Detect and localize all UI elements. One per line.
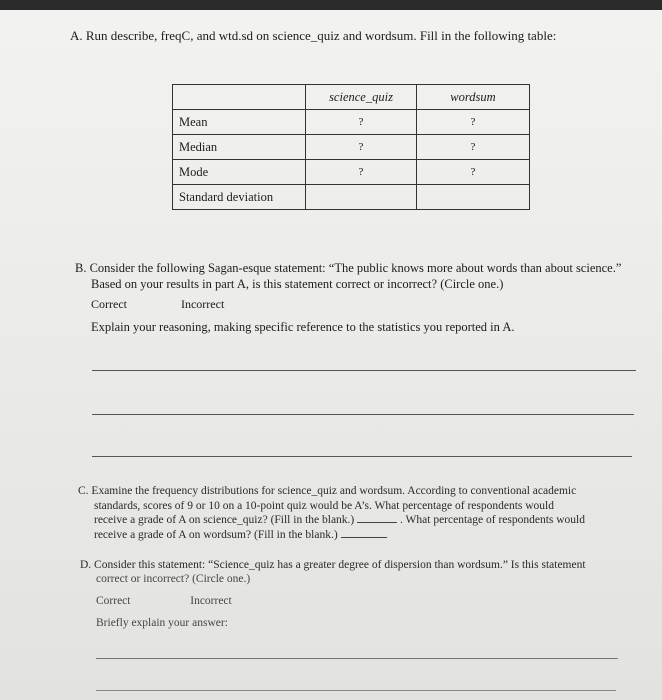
table-row [173, 160, 530, 185]
answer-line-d-1[interactable] [96, 658, 618, 659]
table-row [173, 110, 530, 135]
part-d-option-incorrect[interactable]: Incorrect [190, 595, 232, 607]
part-c-line-1: C. Examine the frequency distributions for science_quiz and wordsum. According to conventional academic [78, 485, 577, 497]
part-c-line-3b: . What percentage of respondents would [400, 514, 586, 526]
part-d-explain: Briefly explain your answer: [96, 617, 228, 629]
worksheet-page [0, 10, 662, 700]
part-c-question [78, 484, 585, 542]
part-c-line-3a: receive a grade of A on science_quiz? (Fill in the blank.) [94, 514, 355, 526]
statistics-table [172, 84, 530, 210]
cell-sd-wordsum[interactable] [417, 185, 530, 210]
part-c-line-2: standards, scores of 9 or 10 on a 10-point quiz would be A’s. What percentage of respondents would [94, 499, 555, 512]
table-header-science-quiz: science_quiz [306, 85, 417, 110]
cell-mode-science-quiz[interactable]: ? [306, 160, 417, 185]
answer-line-b-2[interactable] [92, 414, 634, 415]
cell-mean-science-quiz[interactable]: ? [306, 110, 417, 135]
answer-line-d-2[interactable] [96, 690, 616, 691]
table-row [173, 135, 530, 160]
answer-line-b-3[interactable] [92, 456, 632, 457]
part-c-blank-1[interactable] [357, 513, 397, 523]
part-d-option-correct[interactable]: Correct [96, 595, 131, 607]
part-b-question [75, 260, 621, 335]
row-label-standard-deviation: Standard deviation [173, 185, 306, 210]
answer-line-b-1[interactable] [92, 370, 636, 371]
part-d-options [80, 594, 586, 608]
cell-mode-wordsum[interactable]: ? [417, 160, 530, 185]
table-header-blank [173, 85, 306, 110]
part-b-option-incorrect[interactable]: Incorrect [180, 297, 225, 311]
part-b-line-2: Based on your results in part A, is this statement correct or incorrect? (Circle one.) [91, 277, 504, 291]
part-c-line-4 [78, 528, 585, 543]
row-label-mode: Mode [173, 160, 306, 185]
part-c-blank-2[interactable] [341, 528, 387, 538]
cell-sd-science-quiz[interactable] [306, 185, 417, 210]
part-b-explain: Explain your reasoning, making specific reference to the statistics you reported in A. [91, 320, 515, 334]
table-row [173, 185, 530, 210]
row-label-mean: Mean [173, 110, 306, 135]
table-header-wordsum: wordsum [417, 85, 530, 110]
part-c-line-4-text: receive a grade of A on wordsum? (Fill in the blank.) [94, 528, 338, 541]
table-header-row [173, 85, 530, 110]
part-d-question [80, 558, 586, 630]
part-b-options [75, 296, 621, 312]
part-d-line-2: correct or incorrect? (Circle one.) [96, 573, 251, 585]
part-b-option-correct[interactable]: Correct [91, 297, 127, 311]
part-b-line-1: B. Consider the following Sagan-esque statement: “The public knows more about words than about science.” [75, 261, 622, 275]
part-d-line-1: D. Consider this statement: “Science_quiz has a greater degree of dispersion than wordsum.” Is this statement [80, 559, 586, 571]
cell-median-wordsum[interactable]: ? [417, 135, 530, 160]
cell-median-science-quiz[interactable]: ? [306, 135, 417, 160]
part-a-title: A. Run describe, freqC, and wtd.sd on science_quiz and wordsum. Fill in the following table: [70, 28, 557, 43]
row-label-median: Median [173, 135, 306, 160]
cell-mean-wordsum[interactable]: ? [417, 110, 530, 135]
part-c-line-3 [78, 513, 585, 528]
